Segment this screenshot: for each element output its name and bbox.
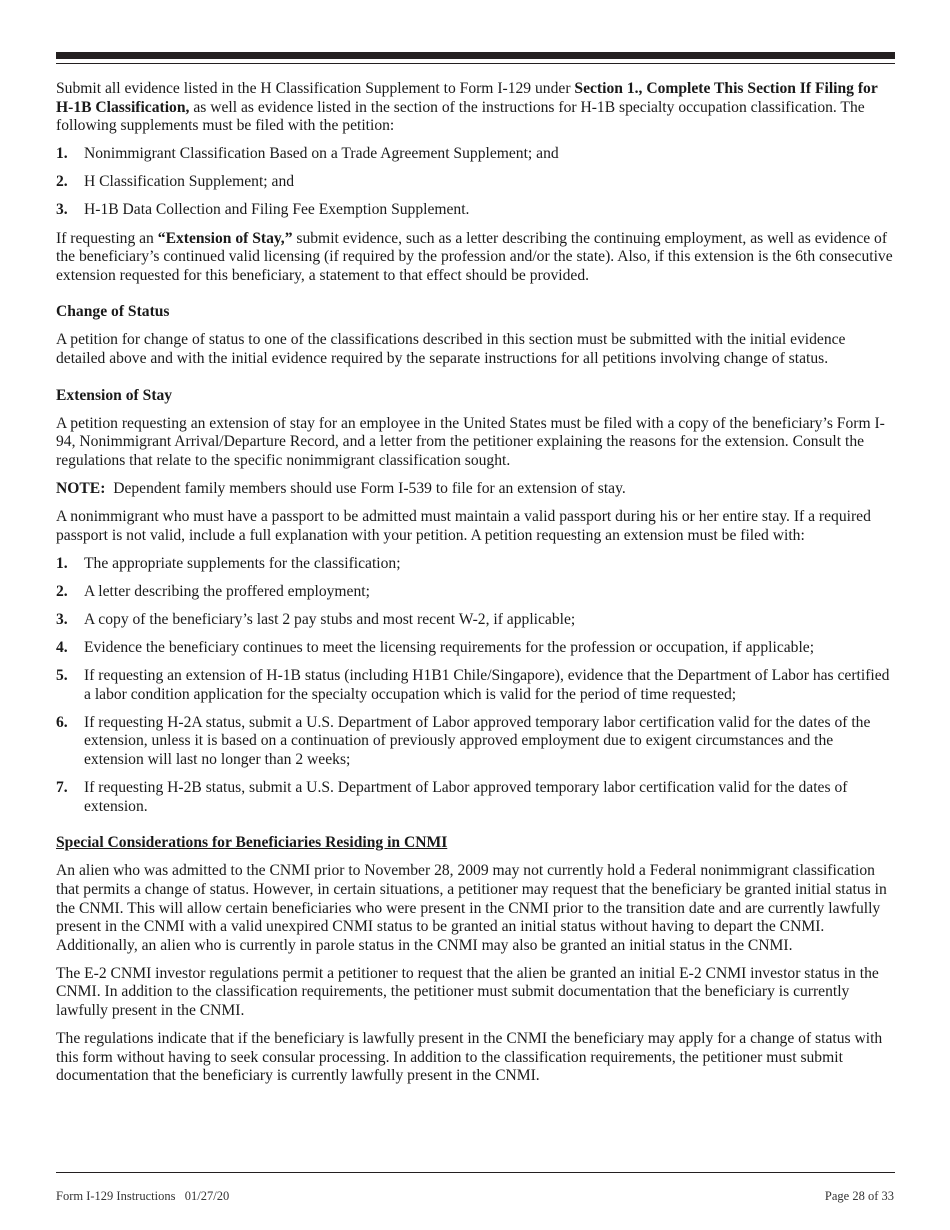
intro-paragraph [56, 80, 895, 136]
intro-text-a: Submit all evidence listed in the H Classification Supplement to Form I-129 under [56, 80, 575, 97]
extension-requirements-list [56, 555, 895, 817]
footer-page-number: Page 28 of 33 [824, 1189, 894, 1203]
header-rule-thick [56, 52, 895, 59]
list-item: 5. If requesting an extension of H-1B status (including H1B1 Chile/Singapore), evidence that the Department of Labor has certified a labor condition application for the specialty occupation which is valid for the period of time requested; [56, 667, 890, 703]
footer-rule [56, 1172, 895, 1173]
supplements-list [56, 145, 895, 220]
note-paragraph: NOTE: Dependent family members should use Form I-539 to file for an extension of stay. [56, 480, 626, 497]
footer-form-id: Form I-129 Instructions 01/27/20 [56, 1189, 230, 1203]
cnmi-paragraph-2: The E-2 CNMI investor regulations permit a petitioner to request that the alien be granted an initial E-2 CNMI investor status in the CNMI. In addition to the classification requirements, the petitioner must submit documentation that the beneficiary is currently lawfully present in the CNMI. [56, 964, 879, 1020]
list-item: 3. A copy of the beneficiary’s last 2 pay stubs and most recent W-2, if applicable; [56, 610, 576, 628]
cnmi-paragraph-1: An alien who was admitted to the CNMI prior to November 28, 2009 may not currently hold a Federal nonimmigrant classification that permits a change of status. However, in certain situations, a petitioner may request that the beneficiary be granted initial status in the CNMI. This will allow certain beneficiaries who were present in the CNMI prior to the transition date and are currently lawfully present in the CNMI with a valid unexpired CNMI status to be granted an initial status without having to depart the CNMI. Additionally, an alien who is currently in parole status in the CNMI may also be granted an initial status in the CNMI. [56, 862, 887, 954]
extension-request-paragraph: If requesting an “Extension of Stay,” submit evidence, such as a letter describing the continuing employment, as well as evidence of the beneficiary’s continued valid licensing (if required by the profession and/or the state). Also, if this extension is the 6th consecutive extension requested for this beneficiary, a statement to that effect should be provided. [56, 229, 893, 284]
header-rule-thin [56, 63, 895, 64]
list-item: 2. H Classification Supplement; and [56, 173, 295, 191]
list-item: 2. A letter describing the proffered employment; [56, 582, 370, 600]
list-item: 6. If requesting H-2A status, submit a U.S. Department of Labor approved temporary labor certification valid for the dates of the extension, unless it is based on a continuation of previously approved employment due to exigent circumstances and the extension will last no longer than 2 weeks; [56, 713, 871, 769]
page-content [56, 80, 895, 1095]
change-of-status-heading: Change of Status [56, 303, 170, 321]
change-of-status-text: A petition for change of status to one of the classifications described in this section must be submitted with the initial evidence detailed above and with the initial evidence required by the separate instructions for all petitions involving change of status. [56, 331, 846, 368]
list-item: 3. H-1B Data Collection and Filing Fee Exemption Supplement. [56, 201, 470, 219]
note-label: NOTE: [56, 480, 106, 497]
list-item: 4. Evidence the beneficiary continues to meet the licensing requirements for the profession or occupation, if applicable; [56, 639, 815, 657]
intro-bold: Section 1., Complete This Section If Filing for H-1B Classification, [56, 80, 878, 116]
passport-paragraph: A nonimmigrant who must have a passport to be admitted must maintain a valid passport during his or her entire stay. If a required passport is not valid, include a full explanation with your petition. A petition requesting an extension must be filed with: [56, 508, 871, 544]
list-item: 1. The appropriate supplements for the classification; [56, 554, 401, 572]
extension-of-stay-heading: Extension of Stay [56, 386, 173, 404]
extension-bold: “Extension of Stay,” [157, 229, 293, 247]
extension-of-stay-text: A petition requesting an extension of stay for an employee in the United States must be filed with a copy of the beneficiary’s Form I-94, Nonimmigrant Arrival/Departure Record, and a letter from the petitioner explaining the reasons for the extension. Consult the regulations that relate to the specific nonimmigrant classification sought. [56, 414, 885, 469]
list-item: 1. Nonimmigrant Classification Based on a Trade Agreement Supplement; and [56, 145, 559, 163]
intro-text-b: as well as evidence listed in the section of the instructions for H-1B specialty occupation classification. The following supplements must be filed with the petition: [56, 98, 865, 135]
cnmi-paragraph-3: The regulations indicate that if the beneficiary is lawfully present in the CNMI the beneficiary may apply for a change of status with this form without having to seek consular processing. In addition to the classification requirements, the petitioner must submit documentation that the beneficiary is currently lawfully present in the CNMI. [56, 1030, 883, 1085]
list-item: 7. If requesting H-2B status, submit a U.S. Department of Labor approved temporary labor certification valid for the dates of extension. [56, 779, 848, 815]
cnmi-heading: Special Considerations for Beneficiaries Residing in CNMI [56, 834, 448, 852]
